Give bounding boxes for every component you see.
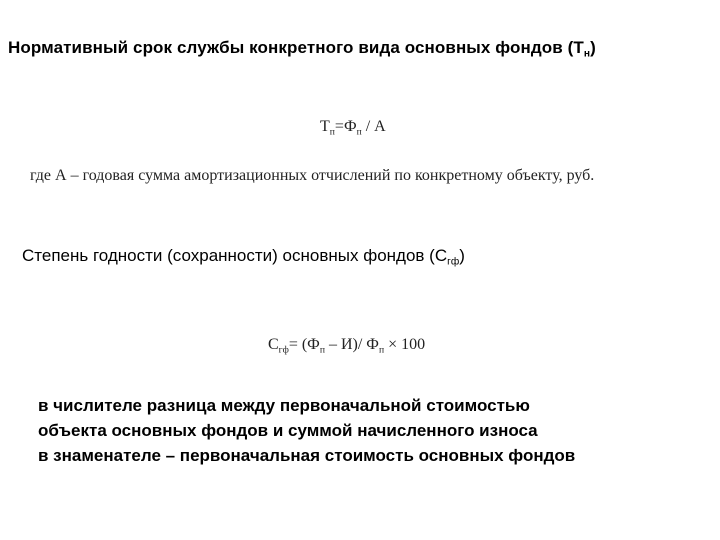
heading-service-life-close: ) [590,38,596,57]
formula2-c: С [268,336,279,353]
formula2-part3: × 100 [384,336,426,353]
note-line-numerator: в числителе разница между первоначальной стоимостью [38,396,530,415]
formula-service-life [320,118,386,136]
formula2-part2: – И)/ Ф [324,336,379,353]
formula1-t-sub: п [329,126,335,138]
formula2-part1: = (Ф [288,336,320,353]
heading-service-life [8,38,596,58]
formula2-phi-sub1: п [319,344,325,356]
formula-condition-ratio [268,336,425,354]
heading-condition-ratio-text: Степень годности (сохранности) основных фондов (С [22,246,448,265]
formula2-phi-sub2: п [378,344,385,356]
note-line-denominator: в знаменателе – первоначальная стоимость основных фондов [38,446,576,465]
formula-description: где А – годовая сумма амортизационных отчислений по конкретному объекту, руб. [30,167,595,184]
formula1-eq: =Ф [334,118,357,135]
formula1-rest: / А [361,118,386,135]
formula2-c-sub: гф [278,344,289,356]
formula1-t: Т [320,118,330,135]
formula1-phi-sub: п [356,126,362,138]
heading-condition-ratio-close: ) [459,246,465,265]
heading-condition-ratio [22,246,465,266]
note-line-object: объекта основных фондов и суммой начисленного износа [38,421,538,440]
heading-condition-ratio-subscript: гф [447,256,460,268]
heading-service-life-subscript: н [583,48,591,60]
heading-service-life-text: Нормативный срок службы конкретного вида основных фондов (Т [8,38,584,57]
